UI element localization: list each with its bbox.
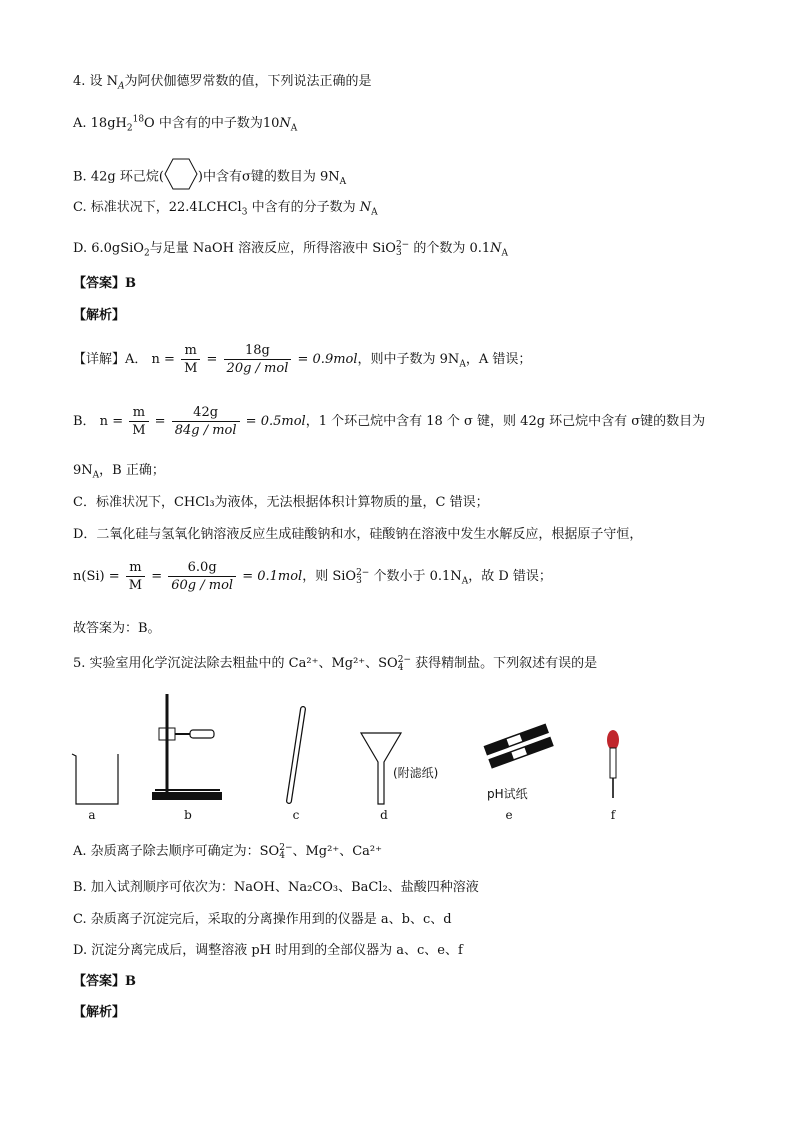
q4-option-b: B. 42g 环己烷( )中含有σ键的数目为 $9N_A$ — [73, 157, 346, 197]
q5-option-c: C. 杂质离子沉淀完后，采取的分离操作用到的仪器是 a、b、c、d — [73, 912, 452, 927]
q4-detail-b2: $9N_A$，B 正确； — [73, 463, 165, 481]
q4-option-d: D. 6.0gSiO$_2$与足量 NaOH 溶液反应，所得溶液中 SiO 2− 3 的个数为 $0.1N_A$ — [73, 239, 509, 259]
q4-detail-a: 【详解】A． n = $\frac{m}{M}$ = $\frac{18g}{\text{20g / mol}}$ = 0.9mol，则中子数为 $9N_A$，A 错误； — [73, 343, 532, 376]
q4-detail-c: C．标准状况下，CHCl₃为液体，无法根据体积计算物质的量，C 错误； — [73, 495, 489, 510]
q4-option-a: A. $18gH_2^{18}O$ 中含有的中子数为$10N_A$ — [73, 114, 298, 134]
apparatus-label-b: b — [184, 808, 192, 822]
apparatus-label-d: d — [380, 808, 388, 822]
ph-paper-note: pH试纸 — [487, 787, 528, 801]
q5-option-d: D. 沉淀分离完成后，调整溶液 pH 时用到的全部仪器为 a、c、e、f — [73, 943, 463, 958]
cyclohexane-icon — [164, 157, 198, 197]
dropper-icon — [603, 728, 623, 800]
q4-conclusion: 故答案为：B。 — [73, 621, 161, 636]
q5-analysis-label: 【解析】 — [73, 1005, 126, 1020]
apparatus-label-f: f — [610, 808, 616, 822]
ph-paper-icon — [484, 722, 554, 772]
q4-stem: 4. 设 $N_A$为阿伏伽德罗常数的值，下列说法正确的是 — [73, 74, 372, 92]
q4-analysis-label: 【解析】 — [73, 308, 126, 323]
q4-detail-b: B． n = $\frac{m}{M}$ = $\frac{42g}{\text{84g / mol}}$ = 0.5mol，1 个环己烷中含有 18 个 σ 键，则 42g 环己烷中含有 σ键的数目为 — [73, 405, 706, 438]
beaker-icon — [70, 750, 122, 806]
apparatus-label-a: a — [88, 808, 96, 822]
q4-answer: 【答案】B — [73, 276, 136, 291]
q5-answer: 【答案】B — [73, 974, 136, 989]
q5-option-a: A. 杂质离子除去顺序可确定为：SO 2− 4 、Mg²⁺、Ca²⁺ — [73, 842, 382, 861]
q4-detail-d1: D．二氧化硅与氢氧化钠溶液反应生成硅酸钠和水，硅酸钠在溶液中发生水解反应，根据原子守恒， — [73, 527, 643, 542]
iron-stand-icon — [150, 692, 225, 804]
glass-rod-icon — [283, 705, 309, 805]
apparatus-label-e: e — [505, 808, 513, 822]
q4-detail-d2: n(Si) = $\frac{m}{M}$ = $\frac{6.0g}{\text{60g / mol}}$ = 0.1mol，则 SiO 2− 3 个数小于 $0.1N_A$，故 D 错误； — [73, 560, 552, 593]
q4-option-c: C. 标准状况下，22.4LCHCl$_3$ 中含有的分子数为 $N_A$ — [73, 200, 378, 218]
apparatus-label-c: c — [292, 808, 300, 822]
funnel-note: (附滤纸) — [393, 766, 439, 780]
q5-option-b: B. 加入试剂顺序可依次为：NaOH、Na₂CO₃、BaCl₂、盐酸四种溶液 — [73, 880, 479, 895]
q5-stem: 5. 实验室用化学沉淀法除去粗盐中的 Ca²⁺、Mg²⁺、SO 2− 4 获得精制盐。下列叙述有误的是 — [73, 654, 598, 673]
